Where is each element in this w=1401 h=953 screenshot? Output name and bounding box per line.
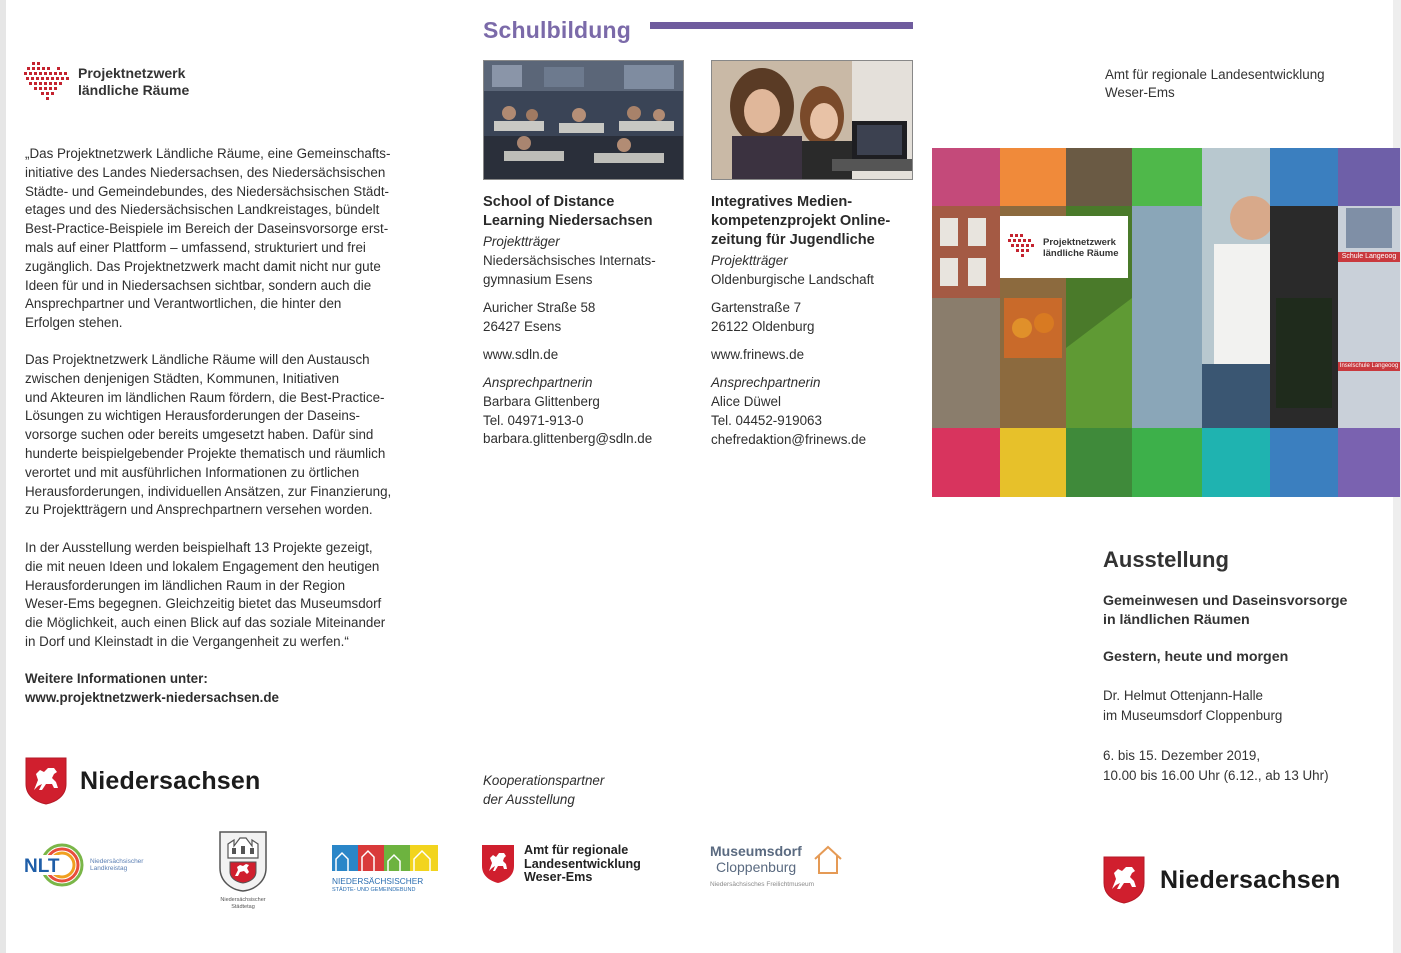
project-title-line: School of Distance [483,194,615,210]
contact-name: Alice Düwel [711,393,781,409]
contact-label: Ansprechpartnerin [483,374,593,390]
traeger-label: Projektträger [483,234,560,249]
text-line: Herausforderungen im ländlichen Raum in der Region [25,577,346,593]
nsgb-line-2: STÄDTE- UND GEMEINDEBUND [332,887,416,893]
text-line: Weser-Ems begegnen. Gleichzeitig bietet das Museumsdorf [25,596,382,612]
amt-logo-line: Weser-Ems [524,870,593,884]
text-line: in Dorf und Kleinstadt in die Vergangenheit zu werfen.“ [25,633,349,649]
nlt-logo [24,840,143,890]
text-line: initiative des Landes Niedersachsen, des Niedersächsischen [25,164,386,180]
text-line: die Möglichkeit, auch einen Blick auf das soziale Miteinander [25,615,386,631]
nsgb-houses-icon [332,841,438,871]
info-block [25,670,279,708]
website-link[interactable]: www.sdln.de [483,346,559,362]
mosaic-sign-1: Schule Langeoog [1338,252,1400,262]
intro-paragraph-1 [25,145,425,333]
museum-line-1: Museumsdorf [710,843,802,859]
niedersachsen-logo-right [1102,855,1340,905]
nlt-abbr: NLT [24,856,60,877]
project-1 [483,193,703,449]
venue-block [1103,686,1282,726]
museum-line-3: Niedersächsisches Freilichtmuseum [710,881,815,888]
partners-label-line: Kooperationspartner [483,773,605,788]
amt-header [1105,66,1325,101]
text-line: mals auf einer Plattform – umfassend, strukturiert und frei [25,239,366,255]
project-title-line: Integratives Medien- [711,194,853,210]
staedtetag-line-1: Niedersächsischer [220,897,266,903]
date-line: 6. bis 15. Dezember 2019, [1103,748,1261,763]
venue-line: Dr. Helmut Ottenjann-Halle [1103,688,1264,703]
logo-line-2: ländliche Räume [78,82,190,98]
niedersachsen-wordmark: Niedersachsen [80,766,261,795]
staedtetag-logo [214,828,272,911]
traeger-label: Projektträger [711,253,788,268]
classroom-photo [483,60,684,180]
amt-header-line: Weser-Ems [1105,84,1175,100]
museum-line-2: Cloppenburg [716,859,797,875]
traeger-line: Oldenburgische Landschaft [711,271,875,287]
text-line: In der Ausstellung werden beispielhaft 13 Projekte gezeigt, [25,540,373,555]
mosaic-logo-line: Projektnetzwerk [1043,237,1116,248]
subtitle-line: in ländlichen Räumen [1103,612,1250,628]
text-line: Das Projektnetzwerk Ländliche Räume will den Austausch [25,352,370,367]
exhibition-subtitle [1103,592,1347,630]
contact-name: Barbara Glittenberg [483,393,600,409]
partners-label-line: der Ausstellung [483,791,575,807]
amt-logo-line: Amt für regionale [524,843,629,857]
text-line: verortet und mit ausführlichen Informationen zu örtlichen [25,464,360,480]
project-title-line: Learning Niedersachsen [483,213,653,229]
partners-label [483,772,604,810]
traeger-line: Niedersächsisches Internats- [483,252,656,268]
intro-paragraph-2 [25,351,425,520]
contact-phone: Tel. 04971-913-0 [483,412,584,428]
street: Gartenstraße 7 [711,299,802,315]
mosaic-logo-text [1043,237,1119,259]
mosaic-sign-2: Inselschule Langeoog [1339,363,1399,369]
amt-logo-line: Landesentwicklung [524,856,641,871]
text-line: zu Projektträgern und Ansprechpartnern versehen worden. [25,502,373,518]
nsgb-logo [332,841,440,895]
amt-header-line: Amt für regionale Landesentwicklung [1105,67,1325,82]
text-line: Städte- und Gemeindebundes, des Niedersächsischen Städt- [25,183,389,199]
text-line: Herausforderungen, individuellen Ansätzen, zur Finanzierung, [25,483,392,499]
info-label: Weitere Informationen unter: [25,671,208,686]
staedtetag-shield-icon [216,828,270,892]
date-block [1103,746,1329,786]
exhibition-title: Ausstellung [1103,547,1229,572]
nlt-line-1: Niedersächsischer [90,858,144,865]
text-line: Ansprechpartner und Verantwortlichen, die hinter den [25,296,342,312]
exhibition-tagline: Gestern, heute und morgen [1103,649,1289,665]
niedersachsen-horse-shield-icon [1102,855,1146,905]
contact-phone: Tel. 04452-919063 [711,412,822,428]
contact-label: Ansprechpartnerin [711,375,821,391]
street: Auricher Straße 58 [483,299,596,315]
text-line: vorsorge suchen oder bereits umgesetzt haben. Dafür sind [25,427,374,443]
subtitle-line: Gemeinwesen und Daseinsvorsorge [1103,593,1348,609]
city: 26427 Esens [483,318,562,334]
nlt-line-2: Landkreistag [90,865,128,872]
project-title-line: zeitung für Jugendliche [711,232,875,248]
date-line: 10.00 bis 16.00 Uhr (6.12., ab 13 Uhr) [1103,768,1329,783]
niedersachsen-horse-shield-icon [481,844,515,884]
text-line: Lösungen zu wichtigen Herausforderungen der Daseins- [25,408,360,424]
niedersachsen-wordmark: Niedersachsen [1160,865,1341,894]
text-line: die mit neuen Ideen und lokalem Engagement den heutigen [25,558,380,574]
project-2 [711,193,931,449]
niedersachsen-logo-left [24,756,260,806]
projektnetzwerk-logo [22,60,189,104]
mosaic-logo-line: ländliche Räume [1043,248,1119,259]
museumsdorf-logo [710,843,850,888]
traeger-line: gymnasium Esens [483,271,593,287]
info-url[interactable]: www.projektnetzwerk-niedersachsen.de [25,689,280,705]
contact-email[interactable]: chefredaktion@frinews.de [711,431,867,447]
venue-line: im Museumsdorf Cloppenburg [1103,708,1283,723]
students-laptop-photo [711,60,913,180]
section-heading: Schulbildung [483,17,632,43]
niedersachsen-horse-shield-icon [24,756,68,806]
intro-paragraph-3 [25,539,425,652]
cover-mosaic-image [932,148,1400,497]
text-line: „Das Projektnetzwerk Ländliche Räume, eine Gemeinschafts- [25,146,391,161]
text-line: Erfolgen stehen. [25,315,123,331]
amt-logo [481,844,641,885]
nlt-ring-icon [24,840,86,890]
logo-line-1: Projektnetzwerk [78,65,186,81]
text-line: Ideen für und in Niedersachsen sichtbar, sondern auch die [25,277,372,293]
website-link[interactable]: www.frinews.de [711,346,805,362]
project-title-line: kompetenzprojekt Online- [711,213,891,229]
text-line: und Akteuren im ländlichen Raum fördern, die Best-Practice- [25,389,385,405]
niedersachsen-map-icon [22,60,72,104]
text-line: zugänglich. Das Projektnetzwerk macht damit nicht nur gute [25,258,381,274]
text-line: hunderte beispielgebender Projekte thematisch und räumlich [25,445,386,461]
contact-email[interactable]: barbara.glittenberg@sdln.de [483,431,653,447]
heading-accent-bar [650,22,913,29]
staedtetag-line-2: Städtetag [231,904,255,910]
page-edge-left [0,0,6,953]
city: 26122 Oldenburg [711,318,815,334]
text-line: zwischen denjenigen Städten, Kommunen, Initiativen [25,370,340,386]
nsgb-line-1: NIEDERSÄCHSISCHER [332,876,424,886]
text-line: Best-Practice-Beispiele im Bereich der Daseinsvorsorge erst- [25,221,389,237]
text-line: etages und des Niedersächsischen Landkreistages, bündelt [25,202,380,218]
house-outline-icon [812,843,844,875]
